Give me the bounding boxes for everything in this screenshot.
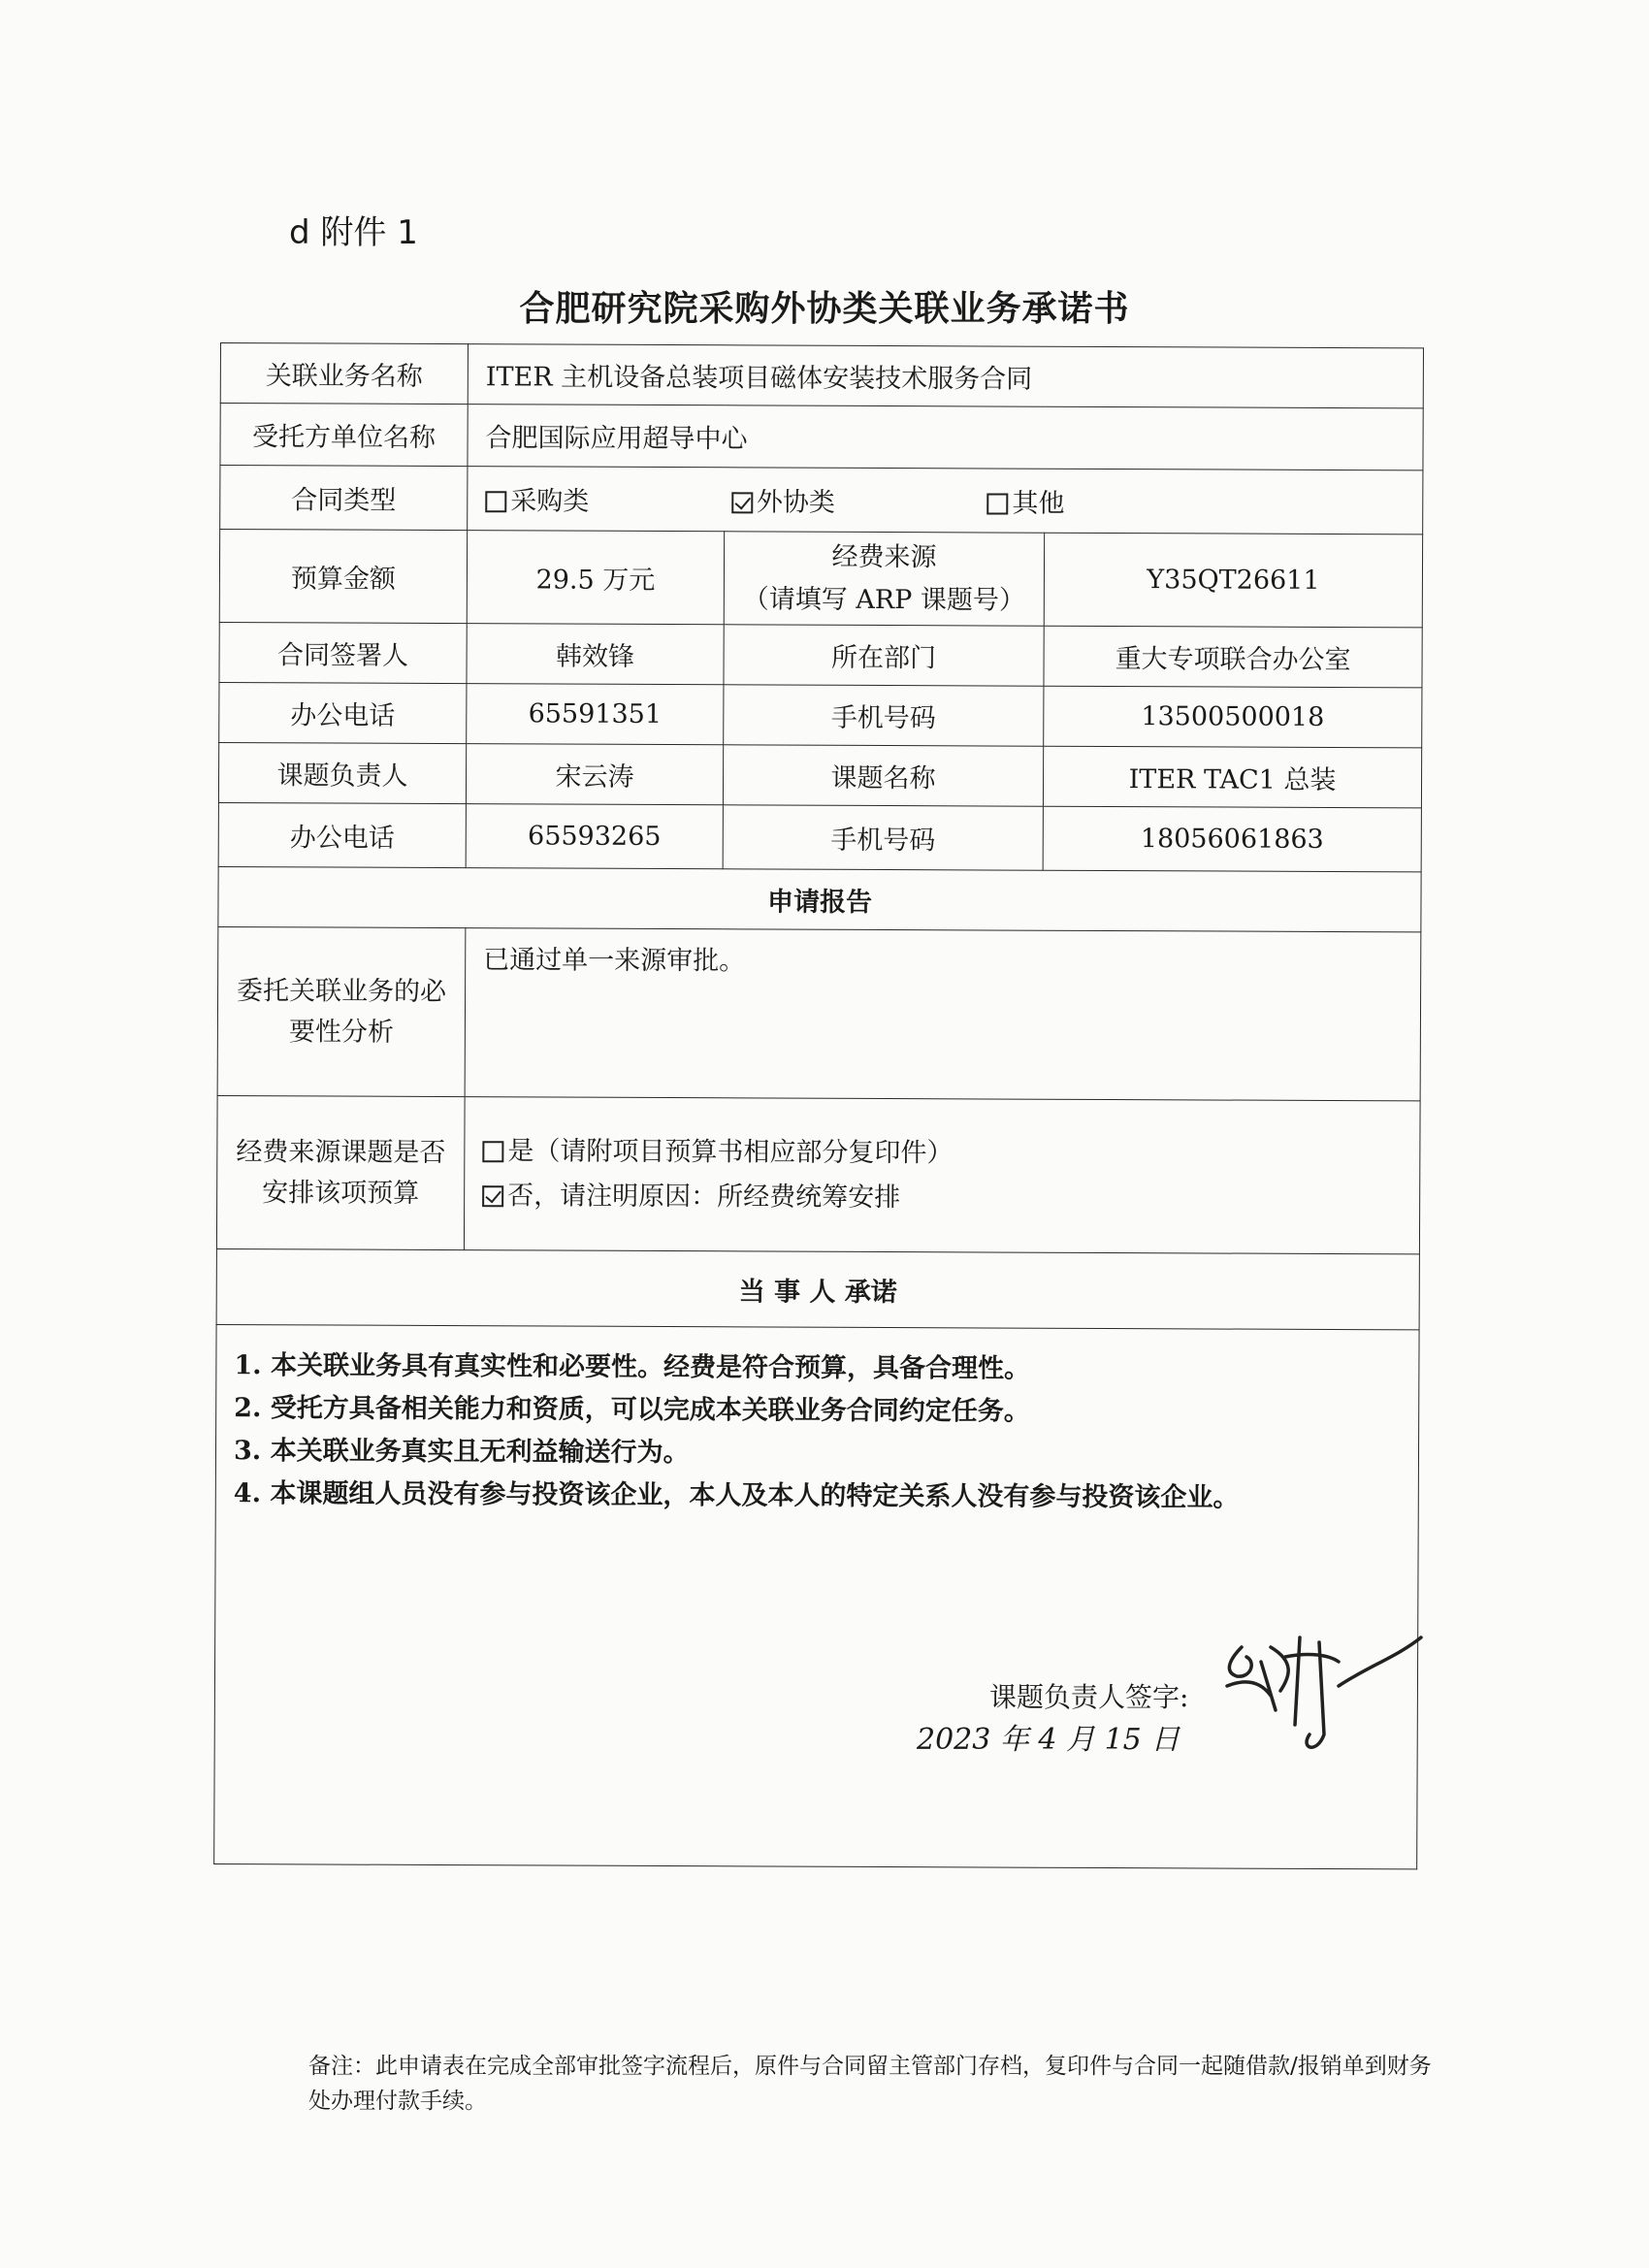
signature-date: 2023 年 4 月 15 日	[917, 1723, 1180, 1757]
leader-office-phone: 65593265	[466, 804, 723, 869]
signer-value: 韩效锋	[467, 624, 724, 685]
necessity-label: 委托关联业务的必要性分析	[217, 926, 466, 1096]
project-name-label: 课题名称	[723, 745, 1043, 806]
footnote: 备注：此申请表在完成全部审批签字流程后，原件与合同留主管部门存档，复印件与合同一起随借款/报销单到财务处办理付款手续。	[308, 2054, 1432, 2114]
commitment-item: 1. 本关联业务具有真实性和必要性。经费是符合预算，具备合理性。	[234, 1350, 1031, 1384]
necessity-text: 已通过单一来源审批。	[465, 928, 1421, 1101]
signer-mobile: 13500500018	[1044, 686, 1422, 748]
commitment-item: 2. 受托方具备相关能力和资质，可以完成本关联业务合同约定任务。	[234, 1393, 1030, 1427]
mobile-label: 手机号码	[723, 805, 1043, 870]
contract-type-label: 合同类型	[220, 466, 468, 531]
checkbox-icon	[986, 493, 1008, 514]
budget-arranged-option-no[interactable]: 否，请注明原因：所经费统筹安排	[482, 1174, 1409, 1222]
trustee-label: 受托方单位名称	[220, 404, 468, 467]
business-name-label: 关联业务名称	[220, 343, 468, 405]
contract-type-options	[468, 467, 1423, 535]
trustee-value: 合肥国际应用超导中心	[468, 405, 1423, 470]
contract-type-option[interactable]: 其他	[986, 481, 1064, 519]
mobile-label: 手机号码	[724, 685, 1044, 746]
department-label: 所在部门	[724, 625, 1044, 686]
signer-office-phone: 65591351	[467, 684, 724, 745]
budget-arranged-options	[464, 1097, 1420, 1254]
office-phone-label: 办公电话	[218, 802, 466, 867]
commitment-list	[234, 1345, 1409, 1520]
project-name-value: ITER TAC1 总装	[1043, 746, 1421, 808]
commitment-item: 3. 本关联业务真实且无利益输送行为。	[233, 1436, 690, 1469]
department-value: 重大专项联合办公室	[1044, 626, 1422, 688]
fund-source-value: Y35QT26611	[1044, 533, 1422, 628]
checkbox-icon	[482, 1141, 503, 1162]
signer-label: 合同签署人	[219, 622, 467, 683]
commitment-section-title: 当 事 人 承诺	[216, 1248, 1419, 1329]
contract-type-option[interactable]: 采购类	[485, 479, 723, 518]
checkbox-icon	[485, 491, 506, 512]
business-name-value: ITER 主机设备总装项目磁体安装技术服务合同	[468, 344, 1423, 408]
leader-mobile: 18056061863	[1043, 806, 1421, 872]
budget-label: 预算金额	[219, 530, 467, 624]
project-leader-value: 宋云涛	[466, 744, 723, 805]
commitment-item: 4. 本课题组人员没有参与投资该企业，本人及本人的特定关系人没有参与投资该企业。	[233, 1478, 1240, 1513]
handwritten-signature	[1203, 1618, 1426, 1764]
budget-value: 29.5 万元	[467, 531, 724, 625]
checked-checkbox-icon	[731, 492, 753, 513]
contract-type-option[interactable]: 外协类	[731, 480, 979, 519]
document-title: 合肥研究院采购外协类关联业务承诺书	[519, 289, 1130, 329]
signature-label: 课题负责人签字:	[989, 1681, 1189, 1713]
application-section-title: 申请报告	[218, 866, 1421, 931]
checked-checkbox-icon	[482, 1185, 503, 1207]
office-phone-label: 办公电话	[219, 682, 467, 743]
fund-source-label: 经费来源 （请填写 ARP 课题号）	[724, 532, 1044, 626]
budget-arranged-label: 经费来源课题是否安排该项预算	[216, 1095, 465, 1249]
project-leader-label: 课题负责人	[218, 742, 466, 803]
attachment-label: d 附件 1	[289, 213, 418, 252]
commitment-body	[214, 1324, 1419, 1868]
budget-arranged-option-yes[interactable]: 是（请附项目预算书相应部分复印件）	[482, 1129, 1409, 1178]
